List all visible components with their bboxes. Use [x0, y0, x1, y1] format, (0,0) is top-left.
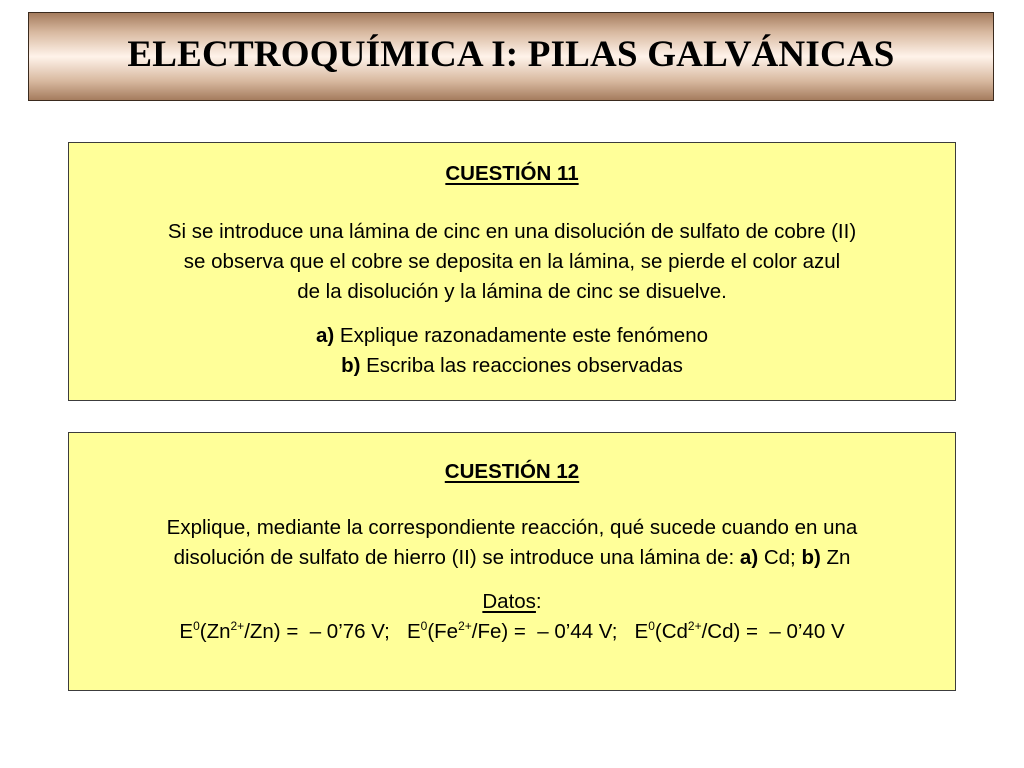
part-b — [69, 351, 955, 381]
statement-line: de la disolución y la lámina de cinc se disuelve. — [297, 280, 727, 303]
part-a-text: Explique razonadamente este fenómeno — [334, 324, 709, 347]
statement-line: se observa que el cobre se deposita en la lámina, se pierde el color azul — [183, 250, 841, 273]
cuestion-12-statement — [69, 513, 955, 573]
cuestion-11-card — [68, 142, 956, 401]
statement-line: Si se introduce una lámina de cinc en una disolución de sulfato de cobre (II) — [167, 220, 857, 243]
datos-label: Datos — [482, 590, 536, 613]
cuestion-12-heading: CUESTIÓN 12 — [444, 460, 580, 483]
potential-fe: $E^0(Fe^{2+}/Fe)$ = – 0’44 V; — [406, 619, 635, 643]
part-b-text: Escriba las reacciones observadas — [360, 354, 683, 377]
part-a-label: a) — [315, 324, 335, 347]
datos-row — [69, 587, 955, 617]
option-b-label: b) — [801, 546, 821, 569]
reduction-potentials — [69, 617, 955, 647]
potential-cd: $E^0(Cd^{2+}/Cd)$ = – 0’40 V — [634, 619, 845, 643]
cuestion-12-card — [68, 432, 956, 691]
cuestion-11-parts — [69, 321, 955, 381]
statement-line — [79, 543, 945, 573]
option-a-text: Cd; — [758, 546, 802, 569]
option-a-label: a) — [739, 546, 759, 569]
statement-line-prefix: disolución de sulfato de hierro (II) se introduce una lámina de: — [173, 546, 740, 569]
potential-zn: $E^0(Zn^{2+}/Zn)$ = – 0’76 V; — [179, 619, 407, 643]
cuestion-11-statement — [69, 217, 955, 307]
option-b-text: Zn — [820, 546, 851, 569]
slide-title-bar — [28, 12, 994, 101]
cuestion-11-heading: CUESTIÓN 11 — [445, 162, 579, 185]
slide-title: ELECTROQUÍMICA I: PILAS GALVÁNICAS — [127, 34, 895, 75]
part-a — [69, 321, 955, 351]
datos-colon: : — [535, 590, 542, 613]
statement-line: Explique, mediante la correspondiente reacción, qué sucede cuando en una — [166, 516, 858, 539]
part-b-label: b) — [341, 354, 361, 377]
